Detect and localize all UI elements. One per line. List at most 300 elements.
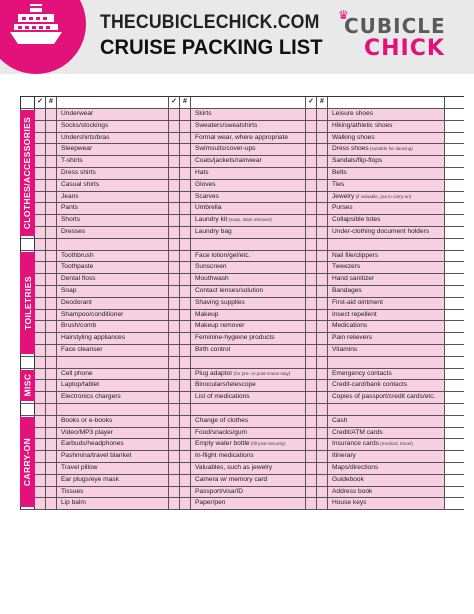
table-row — [21, 121, 464, 133]
item-cell — [191, 215, 306, 226]
item-label: Jeans — [61, 192, 79, 200]
checkbox-cell[interactable] — [169, 168, 180, 179]
count-cell[interactable] — [180, 321, 191, 332]
count-cell[interactable] — [46, 286, 57, 297]
checkbox-cell[interactable] — [169, 227, 180, 238]
item-label: Binoculars/telescope — [195, 381, 256, 389]
item-cell — [191, 251, 306, 262]
checkbox-cell[interactable] — [306, 416, 317, 427]
count-cell[interactable] — [317, 251, 328, 262]
item-label: Skirts — [195, 110, 212, 117]
count-cell[interactable] — [180, 262, 191, 273]
row-side-cell — [21, 239, 35, 250]
item-label: Travel pillow — [61, 463, 98, 471]
item-label: Umbrella — [195, 204, 222, 212]
count-cell[interactable] — [180, 487, 191, 498]
checkbox-cell[interactable] — [35, 321, 46, 332]
checkbox-cell[interactable] — [35, 404, 46, 415]
section-label — [20, 110, 35, 236]
count-cell[interactable] — [180, 369, 191, 380]
count-cell[interactable] — [317, 487, 328, 498]
count-cell[interactable] — [317, 428, 328, 439]
item-cell — [57, 274, 169, 285]
count-cell[interactable] — [46, 133, 57, 144]
checkbox-cell[interactable] — [169, 416, 180, 427]
item-label: Maps/directions — [332, 463, 379, 471]
count-cell[interactable] — [317, 416, 328, 427]
checkbox-cell[interactable] — [306, 333, 317, 344]
checkbox-cell[interactable] — [306, 345, 317, 356]
check-column-header: ✓ — [306, 97, 317, 108]
checkbox-cell[interactable] — [169, 192, 180, 203]
count-cell[interactable] — [317, 498, 328, 509]
count-cell[interactable] — [180, 380, 191, 391]
count-cell[interactable] — [180, 463, 191, 474]
checkbox-cell[interactable] — [306, 487, 317, 498]
count-cell[interactable] — [180, 416, 191, 427]
checkbox-cell[interactable] — [169, 298, 180, 309]
spacer-row — [21, 404, 464, 416]
item-cell — [191, 404, 306, 415]
count-cell[interactable] — [180, 203, 191, 214]
checkbox-cell[interactable] — [35, 144, 46, 155]
item-cell — [57, 369, 169, 380]
checkbox-cell[interactable] — [306, 286, 317, 297]
checkbox-cell[interactable] — [306, 321, 317, 332]
count-cell[interactable] — [46, 298, 57, 309]
count-cell[interactable] — [180, 156, 191, 167]
count-cell[interactable] — [180, 227, 191, 238]
count-cell[interactable] — [317, 133, 328, 144]
checkbox-cell[interactable] — [35, 286, 46, 297]
checkbox-cell[interactable] — [35, 357, 46, 368]
item-label: Sandals/flip-flops — [332, 157, 383, 165]
checkbox-cell[interactable] — [169, 144, 180, 155]
checkbox-cell[interactable] — [306, 192, 317, 203]
count-cell[interactable] — [317, 227, 328, 238]
item-cell — [191, 345, 306, 356]
checkbox-cell[interactable] — [169, 487, 180, 498]
checkbox-cell[interactable] — [169, 428, 180, 439]
count-cell[interactable] — [180, 392, 191, 403]
count-cell[interactable] — [46, 168, 57, 179]
item-label: Casual shirts — [61, 180, 100, 188]
count-cell[interactable] — [46, 487, 57, 498]
count-cell[interactable] — [180, 180, 191, 191]
count-cell[interactable] — [46, 156, 57, 167]
item-label: Insurance cards — [332, 440, 379, 448]
checkbox-cell[interactable] — [35, 168, 46, 179]
item-cell — [328, 333, 445, 344]
item-label: Credit-card/bank contacts — [332, 381, 408, 389]
checkbox-cell[interactable] — [169, 404, 180, 415]
checkbox-cell[interactable] — [169, 274, 180, 285]
count-cell[interactable] — [317, 215, 328, 226]
item-cell — [57, 321, 169, 332]
count-cell[interactable] — [180, 475, 191, 486]
checkbox-cell[interactable] — [306, 439, 317, 450]
count-cell[interactable] — [46, 428, 57, 439]
count-cell[interactable] — [317, 333, 328, 344]
checkbox-cell[interactable] — [35, 333, 46, 344]
checkbox-cell[interactable] — [35, 451, 46, 462]
row-side-cell — [21, 404, 35, 415]
count-cell[interactable] — [46, 416, 57, 427]
checkbox-cell[interactable] — [169, 251, 180, 262]
item-cell — [191, 498, 306, 509]
count-cell[interactable] — [180, 498, 191, 509]
checkbox-cell[interactable] — [306, 498, 317, 509]
checkbox-cell[interactable] — [169, 262, 180, 273]
count-cell[interactable] — [180, 251, 191, 262]
checkbox-cell[interactable] — [35, 463, 46, 474]
checkbox-cell[interactable] — [35, 239, 46, 250]
checkbox-cell[interactable] — [169, 357, 180, 368]
count-cell[interactable] — [46, 404, 57, 415]
checkbox-cell[interactable] — [35, 192, 46, 203]
section-label — [20, 370, 35, 401]
count-cell[interactable] — [317, 156, 328, 167]
count-cell[interactable] — [317, 203, 328, 214]
checkbox-cell[interactable] — [306, 392, 317, 403]
table-row — [21, 286, 464, 298]
item-cell — [328, 380, 445, 391]
checkbox-cell[interactable] — [35, 203, 46, 214]
count-cell[interactable] — [317, 121, 328, 132]
count-cell[interactable] — [46, 463, 57, 474]
item-label: Shampoo/conditioner — [61, 310, 124, 318]
checkbox-cell[interactable] — [169, 180, 180, 191]
count-cell[interactable] — [317, 239, 328, 250]
table-row — [21, 380, 464, 392]
checkbox-cell[interactable] — [169, 156, 180, 167]
section-label-text: CLOTHES/ACCESSORIES — [22, 116, 33, 230]
item-label: Medications — [332, 322, 368, 330]
count-cell[interactable] — [317, 109, 328, 120]
checkbox-cell[interactable] — [169, 475, 180, 486]
checkbox-cell[interactable] — [35, 298, 46, 309]
count-cell[interactable] — [180, 239, 191, 250]
checkbox-cell[interactable] — [35, 133, 46, 144]
checkbox-cell[interactable] — [306, 262, 317, 273]
checkbox-cell[interactable] — [306, 227, 317, 238]
checkbox-cell[interactable] — [35, 156, 46, 167]
count-cell[interactable] — [46, 251, 57, 262]
checkbox-cell[interactable] — [306, 298, 317, 309]
item-label: Pain relievers — [332, 334, 372, 342]
checkbox-cell[interactable] — [35, 416, 46, 427]
checkbox-cell[interactable] — [169, 215, 180, 226]
item-label: Pashmina/travel blanket — [61, 452, 132, 460]
checkbox-cell[interactable] — [169, 392, 180, 403]
count-cell[interactable] — [180, 428, 191, 439]
checkbox-cell[interactable] — [306, 428, 317, 439]
count-cell[interactable] — [317, 439, 328, 450]
checkbox-cell[interactable] — [169, 451, 180, 462]
item-cell — [191, 286, 306, 297]
checkbox-cell[interactable] — [169, 333, 180, 344]
table-row — [21, 133, 464, 145]
item-label: Cash — [332, 416, 348, 424]
count-cell[interactable] — [317, 463, 328, 474]
count-cell[interactable] — [317, 310, 328, 321]
checkbox-cell[interactable] — [306, 274, 317, 285]
checkbox-cell[interactable] — [306, 156, 317, 167]
item-cell — [191, 168, 306, 179]
count-cell[interactable] — [180, 404, 191, 415]
item-label: Collapsible totes — [332, 216, 381, 224]
checkbox-cell[interactable] — [35, 251, 46, 262]
checkbox-cell[interactable] — [35, 227, 46, 238]
checkbox-cell[interactable] — [306, 357, 317, 368]
count-cell[interactable] — [317, 451, 328, 462]
count-cell[interactable] — [46, 192, 57, 203]
count-cell[interactable] — [46, 392, 57, 403]
site-name: THECUBICLECHICK.COM — [100, 12, 320, 33]
count-cell[interactable] — [180, 215, 191, 226]
count-cell[interactable] — [317, 357, 328, 368]
section-label-text: TOILETRIES — [22, 275, 33, 330]
item-cell — [328, 439, 445, 450]
count-cell[interactable] — [317, 392, 328, 403]
checkbox-cell[interactable] — [306, 475, 317, 486]
count-cell[interactable] — [46, 310, 57, 321]
table-row — [21, 428, 464, 440]
item-cell — [57, 404, 169, 415]
count-cell[interactable] — [46, 380, 57, 391]
count-cell[interactable] — [46, 439, 57, 450]
count-cell[interactable] — [46, 369, 57, 380]
section-label — [20, 252, 35, 354]
count-cell[interactable] — [46, 144, 57, 155]
checkbox-cell[interactable] — [306, 239, 317, 250]
count-cell[interactable] — [46, 215, 57, 226]
table-row — [21, 109, 464, 121]
count-cell[interactable] — [46, 227, 57, 238]
checkbox-cell[interactable] — [169, 321, 180, 332]
item-cell — [328, 203, 445, 214]
item-cell — [328, 168, 445, 179]
item-label: Paper/pen — [195, 499, 226, 507]
checkbox-cell[interactable] — [35, 487, 46, 498]
table-row — [21, 203, 464, 215]
item-cell — [191, 463, 306, 474]
checkbox-cell[interactable] — [169, 310, 180, 321]
item-cell — [328, 251, 445, 262]
checkbox-cell[interactable] — [35, 274, 46, 285]
count-cell[interactable] — [180, 168, 191, 179]
checkbox-cell[interactable] — [35, 475, 46, 486]
checkbox-cell[interactable] — [306, 180, 317, 191]
item-label: Tissues — [61, 487, 84, 495]
item-label: Soap — [61, 286, 77, 294]
count-cell[interactable] — [46, 239, 57, 250]
item-cell — [191, 203, 306, 214]
count-cell[interactable] — [317, 404, 328, 415]
checkbox-cell[interactable] — [169, 439, 180, 450]
item-label: Underwear — [61, 110, 94, 117]
checkbox-cell[interactable] — [35, 180, 46, 191]
checkbox-cell[interactable] — [306, 168, 317, 179]
checkbox-cell[interactable] — [169, 286, 180, 297]
item-cell — [191, 144, 306, 155]
count-cell[interactable] — [180, 439, 191, 450]
item-label: Copies of passport/credit cards/etc. — [332, 393, 436, 401]
item-label: Mouthwash — [195, 275, 229, 283]
count-cell[interactable] — [46, 109, 57, 120]
section-label — [20, 417, 35, 507]
item-label: Under-clothing document holders — [332, 227, 430, 235]
count-cell[interactable] — [180, 298, 191, 309]
checkbox-cell[interactable] — [169, 239, 180, 250]
item-cell — [328, 357, 445, 368]
checkbox-cell[interactable] — [35, 215, 46, 226]
checkbox-cell[interactable] — [35, 439, 46, 450]
count-cell[interactable] — [180, 357, 191, 368]
checkbox-cell[interactable] — [169, 345, 180, 356]
count-cell[interactable] — [317, 274, 328, 285]
checkbox-cell[interactable] — [306, 215, 317, 226]
checkbox-cell[interactable] — [306, 310, 317, 321]
count-cell[interactable] — [317, 144, 328, 155]
check-column-header: ✓ — [35, 97, 46, 108]
count-cell[interactable] — [180, 345, 191, 356]
checkbox-cell[interactable] — [169, 498, 180, 509]
item-label: Toothpaste — [61, 263, 94, 271]
count-cell[interactable] — [46, 274, 57, 285]
item-label: Scarves — [195, 192, 219, 200]
count-cell[interactable] — [317, 298, 328, 309]
item-label: List of medications — [195, 393, 250, 401]
count-cell[interactable] — [317, 168, 328, 179]
count-cell[interactable] — [317, 180, 328, 191]
checkbox-cell[interactable] — [35, 310, 46, 321]
checkbox-cell[interactable] — [169, 463, 180, 474]
count-cell[interactable] — [317, 192, 328, 203]
checkbox-cell[interactable] — [35, 262, 46, 273]
count-cell[interactable] — [46, 203, 57, 214]
item-cell — [191, 369, 306, 380]
checkbox-cell[interactable] — [306, 404, 317, 415]
checkbox-cell[interactable] — [306, 380, 317, 391]
checkbox-cell[interactable] — [306, 133, 317, 144]
checkbox-cell[interactable] — [35, 369, 46, 380]
count-cell[interactable] — [180, 310, 191, 321]
checkbox-cell[interactable] — [169, 133, 180, 144]
checkbox-cell[interactable] — [35, 121, 46, 132]
count-cell[interactable] — [46, 180, 57, 191]
count-cell[interactable] — [180, 274, 191, 285]
logo-line-2: CHICK — [364, 36, 445, 61]
checkbox-cell[interactable] — [35, 498, 46, 509]
count-cell[interactable] — [180, 133, 191, 144]
table-row — [21, 156, 464, 168]
item-label: Coats/jackets/rainwear — [195, 157, 262, 165]
count-cell[interactable] — [317, 369, 328, 380]
checkbox-cell[interactable] — [169, 369, 180, 380]
item-label: Empty water bottle — [195, 440, 250, 448]
table-row — [21, 251, 464, 263]
count-cell[interactable] — [180, 286, 191, 297]
section-label-text: MISC — [22, 373, 33, 397]
item-label: Hairstyling appliances — [61, 334, 126, 342]
checkbox-cell[interactable] — [169, 121, 180, 132]
table-row — [21, 345, 464, 357]
item-cell — [57, 298, 169, 309]
checkbox-cell[interactable] — [169, 203, 180, 214]
checkbox-cell[interactable] — [35, 380, 46, 391]
item-cell — [57, 498, 169, 509]
count-cell[interactable] — [46, 333, 57, 344]
item-label: Belts — [332, 168, 347, 176]
checkbox-cell[interactable] — [169, 109, 180, 120]
count-cell[interactable] — [317, 321, 328, 332]
checkbox-cell[interactable] — [35, 392, 46, 403]
table-row — [21, 180, 464, 192]
checkbox-cell[interactable] — [306, 109, 317, 120]
count-cell[interactable] — [180, 333, 191, 344]
item-cell — [328, 274, 445, 285]
item-cell — [328, 239, 445, 250]
count-cell[interactable] — [317, 286, 328, 297]
checkbox-cell[interactable] — [306, 121, 317, 132]
item-label: Formal wear, where appropriate — [195, 133, 289, 141]
checkbox-cell[interactable] — [306, 251, 317, 262]
item-cell — [57, 168, 169, 179]
count-cell[interactable] — [46, 357, 57, 368]
item-cell — [57, 121, 169, 132]
item-label: Cell phone — [61, 369, 93, 377]
checkbox-cell[interactable] — [169, 380, 180, 391]
count-cell[interactable] — [46, 321, 57, 332]
count-cell[interactable] — [46, 345, 57, 356]
item-cell — [57, 262, 169, 273]
checkbox-cell[interactable] — [35, 428, 46, 439]
checkbox-cell[interactable] — [306, 369, 317, 380]
count-cell[interactable] — [46, 121, 57, 132]
count-cell[interactable] — [180, 121, 191, 132]
item-cell — [191, 487, 306, 498]
checkbox-cell[interactable] — [35, 109, 46, 120]
item-label: Pants — [61, 204, 78, 212]
checkbox-cell[interactable] — [306, 463, 317, 474]
count-cell[interactable] — [317, 475, 328, 486]
checkbox-cell[interactable] — [306, 144, 317, 155]
count-cell[interactable] — [46, 498, 57, 509]
count-cell[interactable] — [317, 262, 328, 273]
checkbox-cell[interactable] — [35, 345, 46, 356]
item-cell — [328, 487, 445, 498]
checkbox-cell[interactable] — [306, 451, 317, 462]
count-cell[interactable] — [180, 192, 191, 203]
count-column-header: # — [46, 97, 57, 108]
checkbox-cell[interactable] — [306, 203, 317, 214]
count-cell[interactable] — [46, 475, 57, 486]
count-cell[interactable] — [46, 262, 57, 273]
crown-icon: ♛ — [338, 8, 349, 22]
item-cell — [328, 404, 445, 415]
count-cell[interactable] — [46, 451, 57, 462]
count-cell[interactable] — [180, 109, 191, 120]
item-cell — [328, 345, 445, 356]
count-cell[interactable] — [180, 144, 191, 155]
item-label: Laptop/tablet — [61, 381, 100, 389]
item-cell — [191, 121, 306, 132]
count-cell[interactable] — [180, 451, 191, 462]
table-row — [21, 298, 464, 310]
count-cell[interactable] — [317, 345, 328, 356]
count-cell[interactable] — [317, 380, 328, 391]
